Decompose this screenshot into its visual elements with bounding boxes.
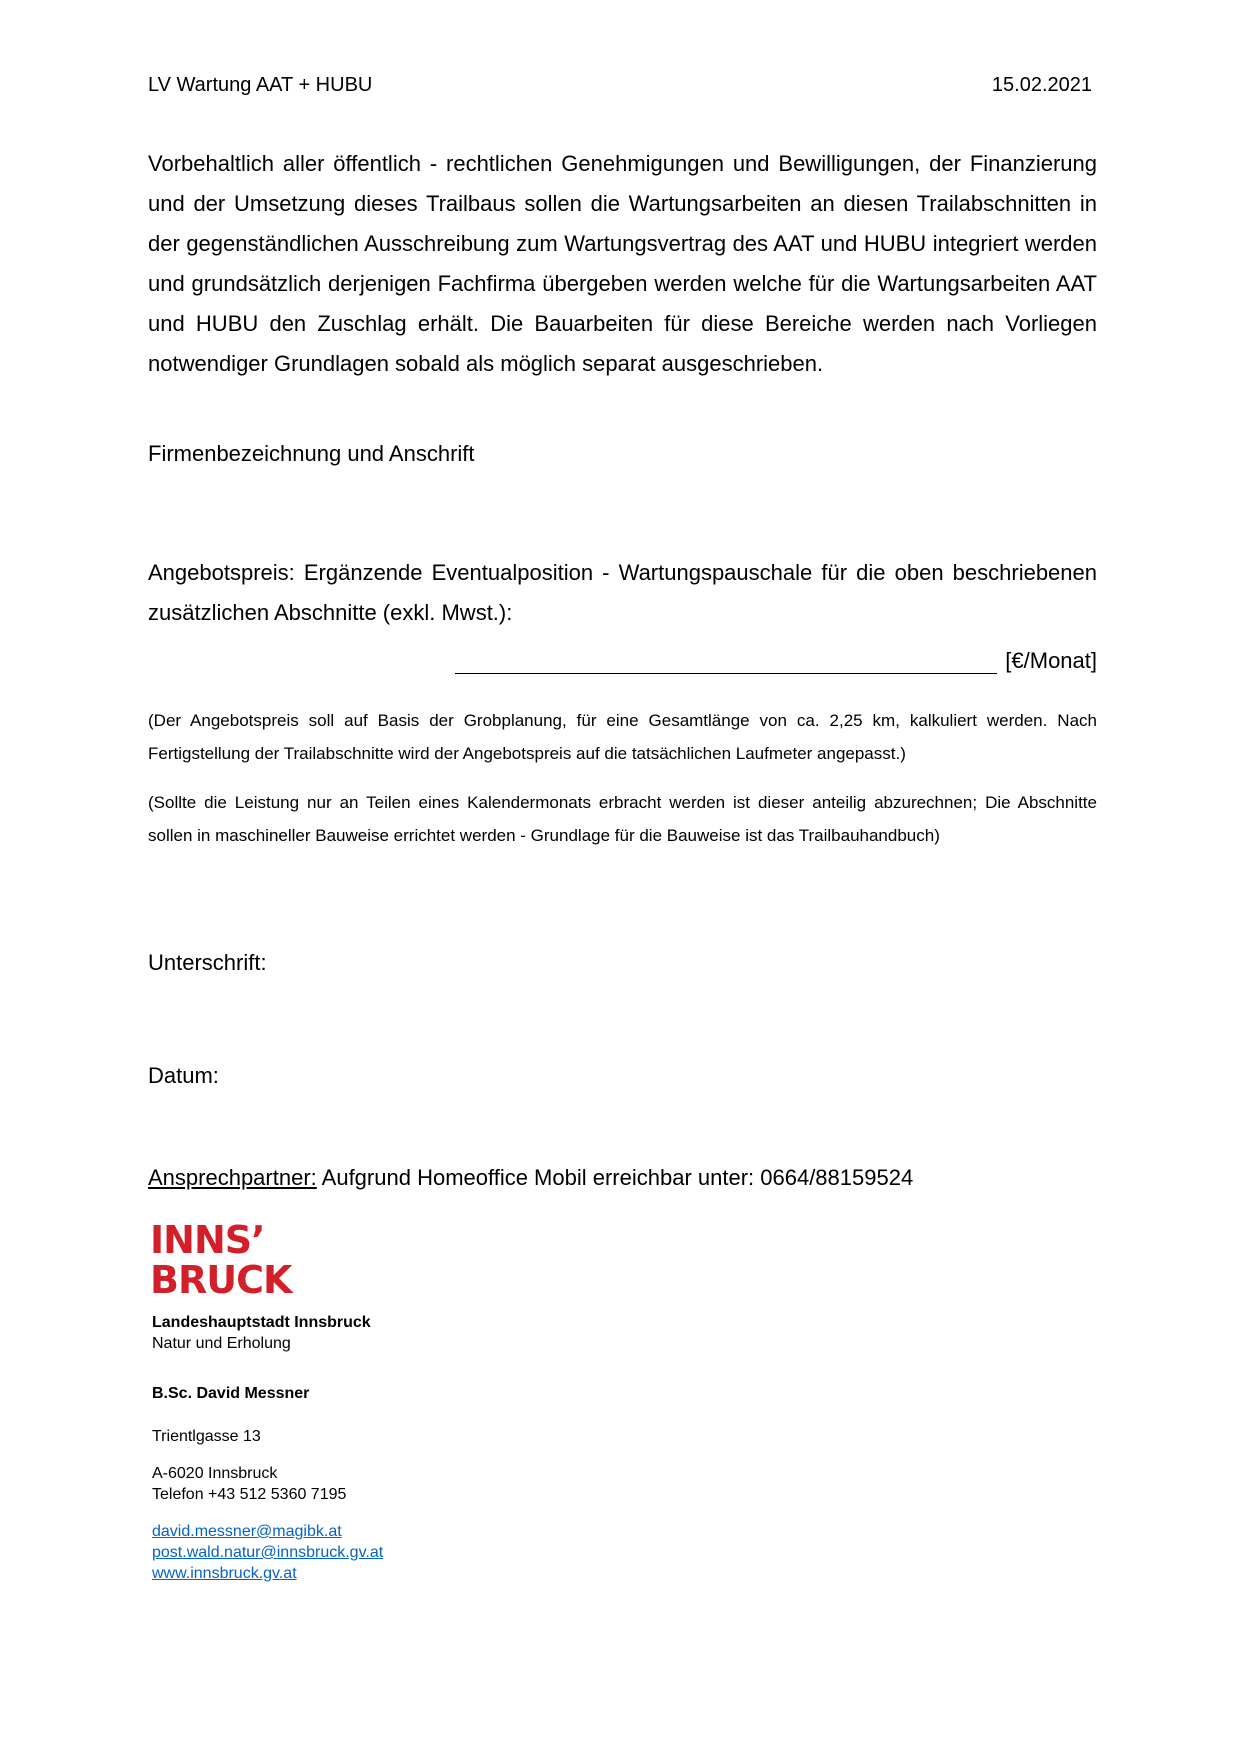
contact-text: Aufgrund Homeoffice Mobil erreichbar unter: 0664/88159524 [316, 1165, 914, 1190]
address-name: B.Sc. David Messner [152, 1385, 310, 1402]
price-input-line[interactable] [455, 649, 997, 674]
intro-paragraph: Vorbehaltlich aller öffentlich - rechtlichen Genehmigungen und Bewilligungen, der Finanzierung und der Umsetzung dieses Trailbaus sollen die Wartungsarbeiten an diesen Trailabschnitten in der gegenständlichen Ausschreibung zum Wartungsvertrag des AAT und HUBU integriert werden und grundsätzlich derjenigen Fachfirma übergeben werden welche für die Wartungsarbeiten AAT und HUBU den Zuschlag erhält. Die Bauarbeiten für diese Bereiche werden nach Vorliegen notwendiger Grundlagen sobald als möglich separat ausgeschrieben. [148, 151, 1097, 376]
contact-line [148, 1165, 913, 1191]
address-dept: Natur und Erholung [152, 1335, 291, 1352]
note-1: (Der Angebotspreis soll auf Basis der Grobplanung, für eine Gesamtlänge von ca. 2,25 km, kalkuliert werden. Nach Fertigstellung der Trailabschnitte wird der Angebotspreis auf die tatsächlichen Laufmeter angepasst.) [148, 711, 1097, 763]
date-label: Datum: [148, 1063, 219, 1088]
address-phone: Telefon +43 512 5360 7195 [152, 1486, 347, 1503]
price-unit: [€/Monat] [1005, 648, 1097, 673]
website-link[interactable]: www.innsbruck.gv.at [152, 1565, 297, 1582]
address-city: A-6020 Innsbruck [152, 1465, 278, 1482]
header-title: LV Wartung AAT + HUBU [148, 74, 373, 96]
offer-text: Angebotspreis: Ergänzende Eventualposition - Wartungspauschale für die oben beschriebenen zusätzlichen Abschnitte (exkl. Mwst.): [148, 560, 1097, 625]
logo-line-2: BRUCK [150, 1258, 292, 1302]
contact-label: Ansprechpartner: [148, 1165, 317, 1190]
innsbruck-logo [150, 1220, 300, 1300]
price-line [455, 648, 1097, 674]
note-2: (Sollte die Leistung nur an Teilen eines Kalendermonats erbracht werden ist dieser anteilig abzurechnen; Die Abschnitte sollen in maschineller Bauweise errichtet werden - Grundlage für die Bauweise ist das Trailbauhandbuch) [148, 793, 1097, 845]
email-link-2[interactable]: post.wald.natur@innsbruck.gv.at [152, 1544, 384, 1561]
header-date: 15.02.2021 [991, 74, 1092, 96]
address-org: Landeshauptstadt Innsbruck [152, 1314, 371, 1331]
signature-label: Unterschrift: [148, 950, 267, 975]
email-link-1[interactable]: david.messner@magibk.at [152, 1523, 342, 1540]
logo-line-1: INNS’ [150, 1218, 265, 1262]
company-label: Firmenbezeichnung und Anschrift [148, 441, 475, 466]
address-street: Trientlgasse 13 [152, 1428, 261, 1445]
